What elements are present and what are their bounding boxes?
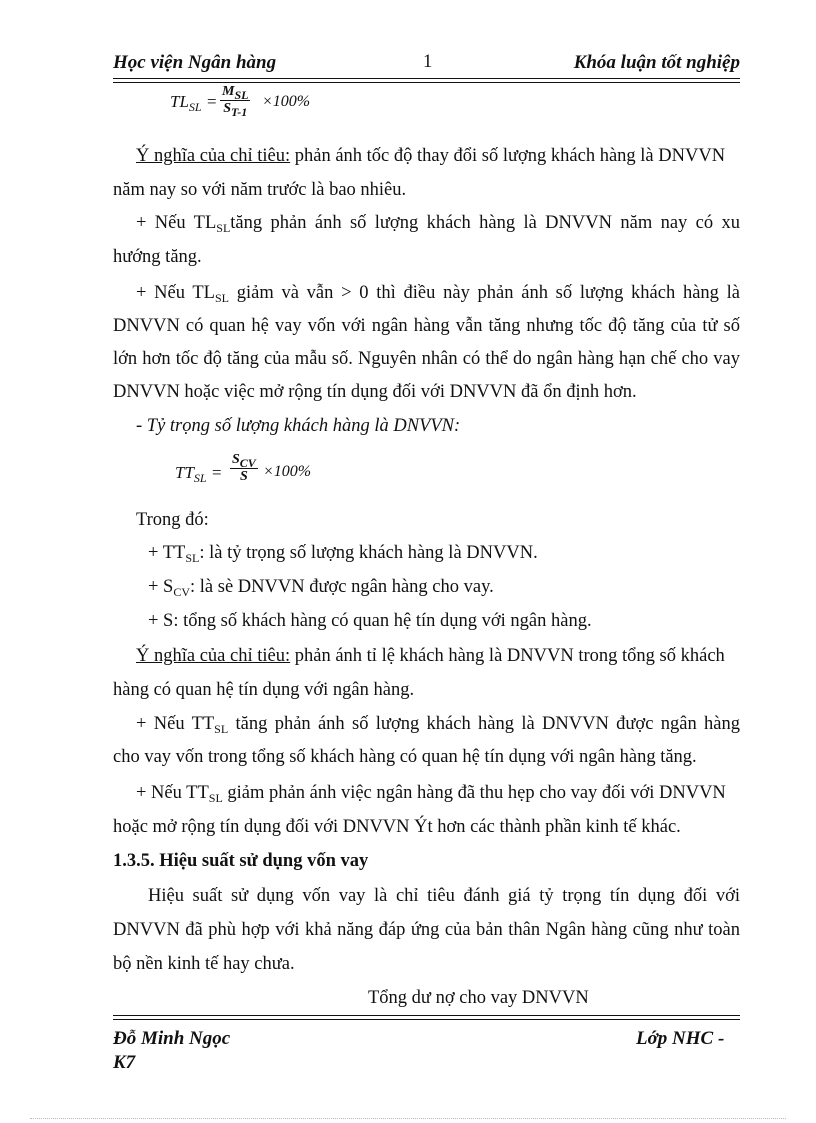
formula-tl-mult: ×100% [262, 93, 311, 110]
footer-class: Lớp NHC - [636, 1028, 725, 1049]
formula-tt-lhs-sub: SL [193, 471, 207, 485]
section-heading: 1.3.5. Hiệu suất sử dụng vốn vay [113, 851, 369, 871]
page-edge-divider [30, 1118, 786, 1119]
p2-line2: hướng tăng. [113, 247, 202, 267]
p7-line1: + Nếu $TT_{SL}$ giảm phản ánh việc ngân hàng đã thu hẹp cho vay đối với DNVVN [136, 783, 726, 805]
p8-line1: Hiệu suất sử dụng vốn vay là chỉ tiêu đánh giá tỷ trọng tín dụng đối với [148, 886, 740, 906]
p3-line4: DNVVN hoặc việc mở rộng tín dụng đối với DNVVN đã ổn định hơn. [113, 382, 637, 402]
p9-line: Tổng dư nợ cho vay DNVVN [368, 988, 589, 1008]
p8-line3: bộ nền kinh tế hay chưa. [113, 954, 295, 974]
p5-meaning-label: Ý nghĩa của chỉ tiêu: [136, 646, 291, 666]
p1-meaning-label: Ý nghĩa của chỉ tiêu: [136, 146, 291, 166]
def-item: + $S_{CV}$: là sè DNVVN được ngân hàng cho vay. [148, 577, 494, 599]
formula-tt-numerator: $S_{CV}$ [232, 452, 256, 470]
footer-class-code: K7 [113, 1052, 136, 1073]
formula-tl-numerator: $M_{SL}$ [222, 84, 249, 102]
p1-line1: Ý nghĩa của chỉ tiêu: phản ánh tốc độ thay đổi số lượng khách hàng là DNVVN [136, 146, 726, 166]
p4-line: - Tỷ trọng số lượng khách hàng là DNVVN: [136, 416, 461, 436]
p7-line2: hoặc mở rộng tín dụng đối với DNVVN Ýt hơn các thành phần kinh tế khác. [113, 817, 681, 837]
p3-line3: lớn hơn tốc độ tăng của mẫu số. Nguyên nhân có thể do ngân hàng hạn chế cho vay [113, 349, 740, 369]
formula-tt [175, 463, 222, 483]
formula-tt-mult: ×100% [263, 463, 312, 480]
formula-tl-eq: = [205, 92, 218, 111]
footer-rule-bottom [113, 1019, 740, 1020]
header-rule-bottom [113, 82, 740, 83]
formula-tl [170, 92, 217, 112]
formula-tl-denominator: $S_{T-1}$ [220, 100, 250, 117]
footer-author: Đỗ Minh Ngọc [113, 1028, 231, 1049]
def-item: + $TT_{SL}$: là tỷ trọng số lượng khách hàng là DNVVN. [148, 543, 538, 565]
footer-rule-top [113, 1015, 740, 1016]
trong-do: Trong đó: [136, 510, 209, 530]
formula-tt-lhs: TT [175, 463, 194, 482]
p1-line2: năm nay so với năm trước là bao nhiêu. [113, 180, 407, 200]
formula-tt-eq: = [210, 463, 223, 482]
p3-line2: DNVVN có quan hệ vay vốn với ngân hàng vẫn tăng nhưng tốc độ tăng của tử số [113, 316, 740, 336]
p6-line2: cho vay vốn trong tổng số khách hàng có quan hệ tín dụng với ngân hàng tăng. [113, 747, 697, 767]
formula-tl-fraction [220, 84, 250, 117]
header-right: Khóa luận tốt nghiệp [573, 52, 740, 73]
formula-tt-fraction [230, 452, 258, 485]
formula-tl-lhs: TL [170, 92, 189, 111]
def-item: + S: tổng số khách hàng có quan hệ tín dụng với ngân hàng. [148, 611, 592, 631]
p5-line1: Ý nghĩa của chỉ tiêu: phản ánh tỉ lệ khách hàng là DNVVN trong tổng số khách [136, 646, 725, 666]
p3-line1: + Nếu $TL_{SL}$ giảm và vẫn > 0 thì điều này phản ánh số lượng khách hàng là [136, 283, 740, 305]
page-number: 1 [423, 52, 433, 72]
p5-line2: hàng có quan hệ tín dụng với ngân hàng. [113, 680, 415, 700]
header-rule-top [113, 78, 740, 79]
p6-line1: + Nếu $TT_{SL}$ tăng phản ánh số lượng khách hàng là DNVVN được ngân hàng [136, 714, 740, 736]
p8-line2: DNVVN đã phù hợp với khả năng đáp ứng của bản thân Ngân hàng cũng như toàn [113, 920, 740, 940]
header-left: Học viện Ngân hàng [113, 52, 277, 73]
formula-tl-lhs-sub: SL [188, 100, 202, 114]
p2-line1: + Nếu $TL_{SL}tăng$ phản ánh số lượng khách hàng là DNVVN năm nay có xu [136, 213, 741, 235]
formula-tt-denominator: S [230, 468, 258, 485]
